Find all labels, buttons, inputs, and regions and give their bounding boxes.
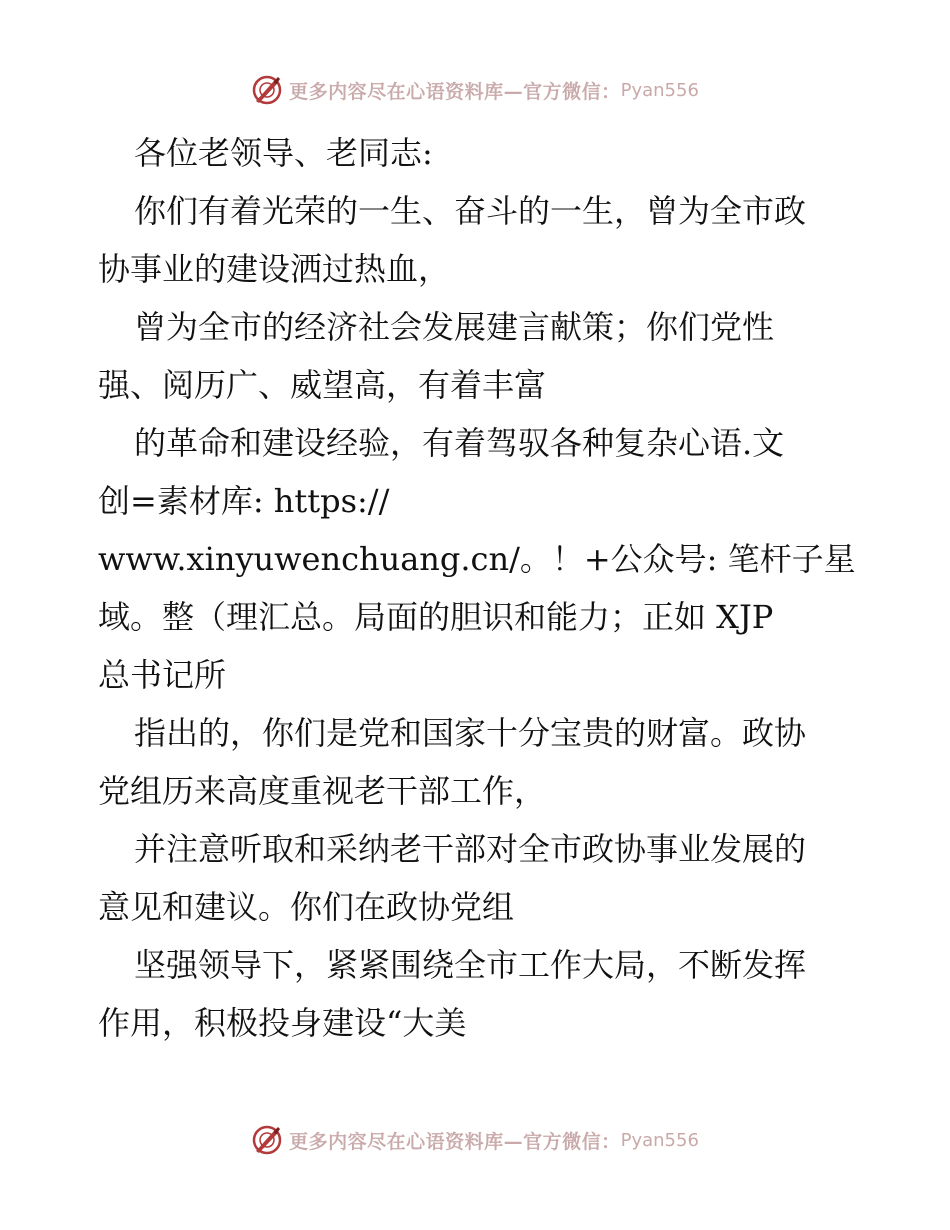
header-watermark-banner (0, 70, 950, 110)
body-line: 总书记所 (98, 656, 227, 694)
body-line: 域。整（理汇总。局面的胆识和能力；正如 XJP (98, 598, 774, 636)
footer-banner-text: 更多内容尽在心语资料库—官方微信： (289, 1130, 621, 1153)
body-line: 意见和建议。你们在政协党组 (98, 888, 515, 926)
footer-wechat-id: Pyan556 (620, 1129, 699, 1151)
body-line: 并注意听取和采纳老干部对全市政协事业发展的 (134, 830, 807, 868)
body-line: www.xinyuwenchuang.cn/。！+公众号: 笔杆子星 (98, 540, 856, 578)
pen-logo-icon (251, 74, 283, 106)
header-banner-text: 更多内容尽在心语资料库—官方微信： (289, 80, 621, 103)
body-line: 党组历来高度重视老干部工作， (98, 772, 547, 810)
body-line: 坚强领导下，紧紧围绕全市工作大局，不断发挥 (134, 946, 807, 984)
body-line: 曾为全市的经济社会发展建言献策；你们党性 (134, 308, 775, 346)
body-line: 指出的，你们是党和国家十分宝贵的财富。政协 (134, 714, 807, 752)
body-line: 协事业的建设洒过热血， (98, 250, 451, 288)
footer-watermark-banner (0, 1120, 950, 1160)
body-line: 的革命和建设经验，有着驾驭各种复杂心语.文 (134, 424, 785, 462)
body-line: 各位老领导、老同志: (134, 134, 433, 172)
body-line: 作用，积极投身建设“大美 (98, 1004, 467, 1042)
header-wechat-id: Pyan556 (620, 79, 699, 101)
body-line: 你们有着光荣的一生、奋斗的一生，曾为全市政 (134, 192, 807, 230)
body-line: 强、阅历广、威望高，有着丰富 (98, 366, 547, 404)
document-body (98, 124, 858, 1052)
body-line: 创=素材库: https:// (98, 482, 390, 520)
pen-logo-icon (251, 1124, 283, 1156)
